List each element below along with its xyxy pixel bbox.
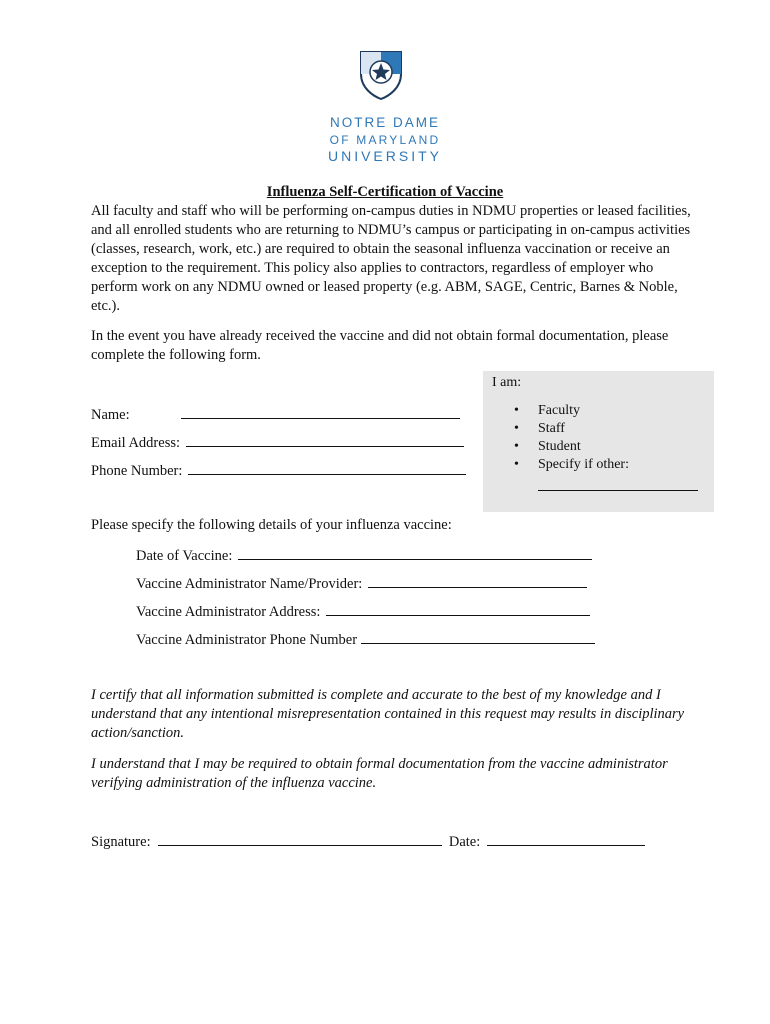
admin-name-input-line[interactable] [368,573,587,588]
admin-address-row [136,601,590,621]
admin-name-label: Vaccine Administrator Name/Provider: [136,576,363,592]
role-option-other[interactable]: • Specify if other: [514,456,629,474]
signature-row [91,831,645,851]
documentation-statement: I understand that I may be required to obtain formal documentation from the vaccine administrator verifying administration of the influenza vaccine. [91,756,668,791]
admin-phone-input-line[interactable] [361,629,595,644]
logo-text-line3: UNIVERSITY [327,148,442,164]
admin-phone-label: Vaccine Administrator Phone Number [136,632,358,648]
date-input-line[interactable] [487,831,645,846]
instructions-paragraph: In the event you have already received the vaccine and did not obtain formal documentation, please complete the following form. [91,328,669,363]
admin-name-row [136,573,587,593]
signature-label: Signature: [91,834,151,850]
phone-input-line[interactable] [188,460,466,475]
email-field-row [91,432,464,452]
logo-text-line1: NOTRE DAME [329,115,440,130]
vaccine-details-intro: Please specify the following details of your influenza vaccine: [91,517,452,533]
certification-statement: I certify that all information submitted is complete and accurate to the best of my knowledge and I understand that any intentional misrepresentation contained in this request may results in disciplinary action/sanction. [91,687,685,741]
name-label: Name: [91,407,130,423]
vaccine-date-row [136,545,592,565]
logo-text-line2: OF MARYLAND [329,133,441,147]
role-option-student[interactable]: • Student [514,438,629,456]
name-input-line[interactable] [181,404,460,419]
role-options-list [514,402,629,474]
name-field-row [91,404,460,424]
email-input-line[interactable] [186,432,464,447]
other-role-input-line[interactable] [538,478,698,491]
phone-field-row [91,460,466,480]
signature-input-line[interactable] [158,831,442,846]
admin-address-label: Vaccine Administrator Address: [136,604,321,620]
email-label: Email Address: [91,435,181,451]
role-option-staff[interactable]: • Staff [514,420,629,438]
role-label: I am: [492,375,522,390]
role-option-faculty[interactable]: • Faculty [514,402,629,420]
university-shield-logo [359,48,403,100]
vaccine-date-label: Date of Vaccine: [136,548,233,564]
policy-paragraph: All faculty and staff who will be performing on-campus duties in NDMU properties or leased facilities, and all enrolled students who are returning to NDMU’s campus or participating in on-campus activities (classes, research, work, etc.) are required to obtain the seasonal influenza vaccination or receive an exception to the requirement. This policy also applies to contractors, regardless of employer who perform work on any NDMU owned or leased property (e.g. ABM, SAGE, Centric, Barnes & Noble, etc.). [91,203,691,314]
vaccine-date-input-line[interactable] [238,545,592,560]
date-label: Date: [448,834,481,850]
admin-phone-row [136,629,595,649]
phone-label: Phone Number: [91,463,183,479]
form-title: Influenza Self-Certification of Vaccine [266,184,504,200]
admin-address-input-line[interactable] [326,601,590,616]
